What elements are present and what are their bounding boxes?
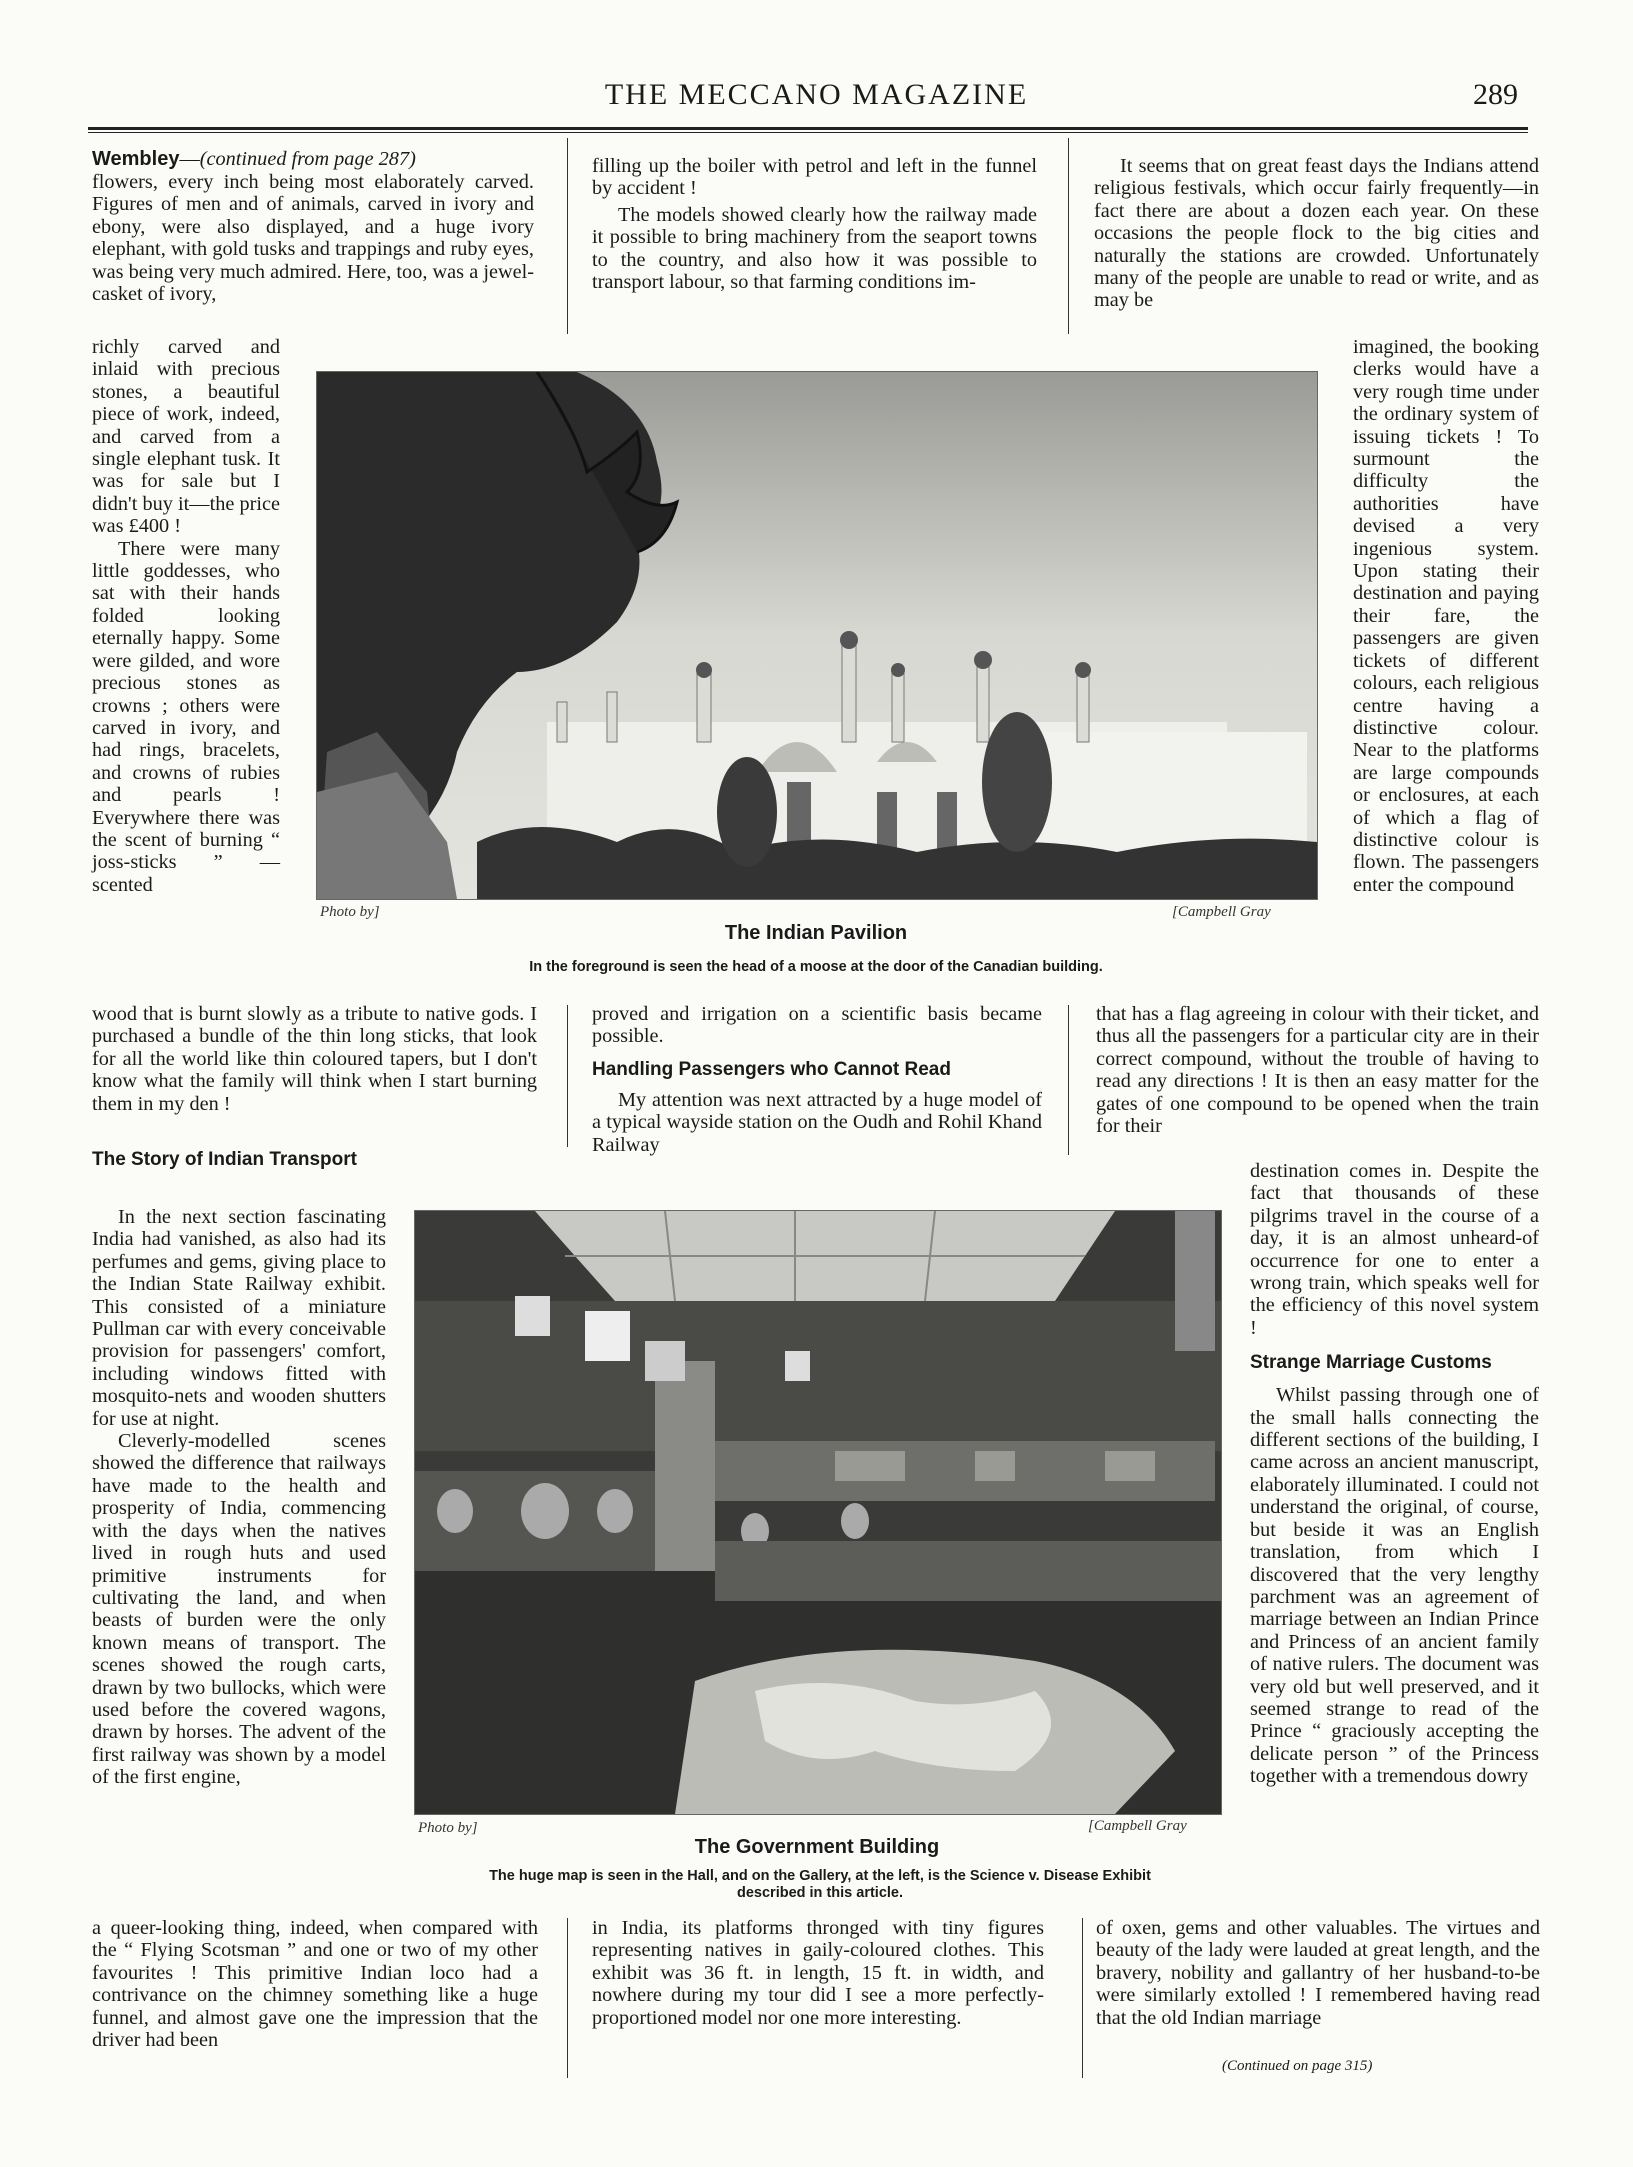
photo2-credit-right: [Campbell Gray: [1088, 1818, 1187, 1834]
article-col1-narrow-c: [92, 1206, 386, 1789]
paragraph: in India, its platforms thronged with tiny figures representing natives in gaily-coloured clothes. This exhibit was 36 ft. in length, 15 ft. in width, and nowhere during my tour did I see a more perfectly-proportioned model nor one more interesting.: [592, 1917, 1044, 2029]
paragraph: Whilst passing through one of the small halls connecting the different sections of the building, I came across an ancient manuscript, elaborately illuminated. I could not understand the original, of course, but beside it was an English translation, from which I discovered that the very lengthy parchment was an agreement of marriage between an Indian Prince and Princess of an ancient family of native rulers. The document was very old but well preserved, and it seemed strange to read of the Prince “ graciously accepting the delicate person ” of the Princess together with a tremendous dowry: [1250, 1384, 1539, 1788]
magazine-title: THE MECCANO MAGAZINE: [604, 78, 1029, 111]
continued-note: (continued from page 287): [199, 148, 416, 170]
article-col3-narrow-a: [1353, 336, 1539, 896]
paragraph: It seems that on great feast days the Indians attend religious festivals, which occur fairly frequently—in fact there are about a dozen each year. On these occasions the people flock to the big cities and naturally the stations are crowded. Unfortunately many of the people are unable to read or write, and as may be: [1094, 155, 1539, 312]
continued-to: (Continued on page 315): [1222, 2058, 1373, 2074]
photo2-credit-left: Photo by]: [418, 1820, 478, 1836]
article-col1-transport: [92, 1148, 387, 1179]
page-header: [0, 78, 1633, 118]
article-col1-bottom: [92, 1917, 538, 2051]
paragraph: richly carved and inlaid with precious stones, a beautiful piece of work, indeed, and carved from a single elephant tusk. It was for sale but I didn't buy it—the price was £400 !: [92, 336, 280, 538]
paragraph: There were many little goddesses, who sat with their hands folded looking eternally happy. Some were gilded, and wore precious stones as crowns ; others were carved in ivory, and had rings, bracelets, and crowns of rubies and pearls ! Everywhere there was the scent of burning “ joss-sticks ” — scented: [92, 537, 280, 896]
heading-marriage: Strange Marriage Customs: [1250, 1352, 1492, 1374]
article-col1-narrow-a: [92, 336, 280, 896]
photo2-caption-line2: described in this article.: [737, 1885, 903, 1901]
paragraph: filling up the boiler with petrol and left in the funnel by accident !: [592, 155, 1037, 200]
paragraph: imagined, the booking clerks would have a very rough time under the ordinary system of issuing tickets ! To surmount the difficulty the authorities have devised a very ingenious system. Upon stating their destination and paying their fare, the passengers are given tickets of different colours, each religious centre having a distinctive colour. Near to the platforms are large compounds or enclosures, at each of which a flag of distinctive colour is flown. The passengers enter the compound: [1353, 336, 1539, 896]
article-col1-top: [92, 148, 534, 305]
column-divider: [567, 1005, 568, 1147]
paragraph: destination comes in. Despite the fact that thousands of these pilgrims travel in the course of a day, it is an almost unheard-of occurrence for one to enter a wrong train, which speaks well for the efficiency of this novel system !: [1250, 1160, 1539, 1339]
photo-indian-pavilion: [316, 371, 1318, 900]
heading-passengers: Handling Passengers who Cannot Read: [592, 1058, 951, 1080]
paragraph: of oxen, gems and other valuables. The virtues and beauty of the lady were lauded at great length, and the bravery, nobility and gallantry of her husband-to-be were similarly extolled ! I remembered having read that the old Indian marriage: [1096, 1917, 1540, 2029]
column-divider: [567, 138, 568, 334]
article-col3-narrow-b: [1250, 1160, 1539, 1788]
column-divider: [1082, 1918, 1083, 2078]
article-col2-mid: [592, 1003, 1042, 1156]
article-col3-mid: [1096, 1003, 1539, 1137]
heading-transport: The Story of Indian Transport: [92, 1149, 357, 1170]
run-in-title: Wembley: [92, 148, 180, 170]
photo2-title: The Government Building: [694, 1836, 940, 1858]
photo1-credit-left: Photo by]: [320, 904, 380, 920]
photo2-caption-line1: The huge map is seen in the Hall, and on the Gallery, at the left, is the Science v. Disease Exhibit: [489, 1868, 1151, 1884]
photo1-credit-right: [Campbell Gray: [1172, 904, 1271, 920]
photo1-caption: In the foreground is seen the head of a moose at the door of the Canadian building.: [529, 959, 1103, 975]
paragraph: wood that is burnt slowly as a tribute to native gods. I purchased a bundle of the thin long sticks, that look for all the world like thin coloured tapers, but I don't know what the family will think when I start burning them in my den !: [92, 1003, 537, 1115]
header-rule-thin: [88, 132, 1528, 133]
header-rule: [88, 127, 1528, 130]
dash: —: [179, 148, 200, 170]
paragraph: My attention was next attracted by a huge model of a typical wayside station on the Oudh and Rohil Khand Railway: [592, 1088, 1042, 1156]
column-divider: [1068, 1005, 1069, 1155]
indian-pavilion-image: [317, 372, 1317, 899]
page-number: 289: [1473, 78, 1518, 111]
photo-government-building: [414, 1210, 1222, 1815]
article-col2-bottom: [592, 1917, 1044, 2029]
paragraph: that has a flag agreeing in colour with their ticket, and thus all the passengers for a particular city are in their correct compound, without the trouble of having to read any directions ! It is then an easy matter for the gates of one compound to be opened when the train for their: [1096, 1003, 1539, 1138]
column-divider: [567, 1918, 568, 2078]
paragraph: The models showed clearly how the railway made it possible to bring machinery from the seaport towns to the country, and also how it was possible to transport labour, so that farming conditions im-: [592, 203, 1037, 294]
government-building-image: [415, 1211, 1221, 1814]
paragraph: Cleverly-modelled scenes showed the difference that railways have made to the health and prosperity of India, commencing with the days when the natives lived in rough huts and used primitive instruments for cultivating the land, and when beasts of burden were the only known means of transport. The scenes showed the rough carts, drawn by two bullocks, which were used before the covered wagons, drawn by horses. The advent of the first railway was shown by a model of the first engine,: [92, 1430, 386, 1789]
paragraph: In the next section fascinating India had vanished, as also had its perfumes and gems, giving place to the Indian State Railway exhibit. This consisted of a miniature Pullman car with every conceivable provision for passengers' comfort, including windows fitted with mosquito-nets and wooden shutters for use at night.: [92, 1206, 386, 1430]
article-col2-top: [592, 155, 1037, 293]
column-divider: [1068, 138, 1069, 334]
paragraph: a queer-looking thing, indeed, when compared with the “ Flying Scotsman ” and one or two of my other favourites ! This primitive Indian loco had a contrivance on the chimney something like a huge funnel, and almost gave one the impression that the driver had been: [92, 1917, 538, 2052]
article-col3-bottom: [1096, 1917, 1540, 2029]
paragraph: proved and irrigation on a scientific basis became possible.: [592, 1003, 1042, 1048]
article-col1-mid: [92, 1003, 537, 1115]
article-col3-top: [1094, 155, 1539, 312]
paragraph: flowers, every inch being most elaborately carved. Figures of men and of animals, carved in ivory and ebony, were also displayed, and a huge ivory elephant, with gold tusks and trappings and ruby eyes, was being very much admired. Here, too, was a jewel-casket of ivory,: [92, 171, 534, 306]
photo1-title: The Indian Pavilion: [724, 922, 908, 944]
